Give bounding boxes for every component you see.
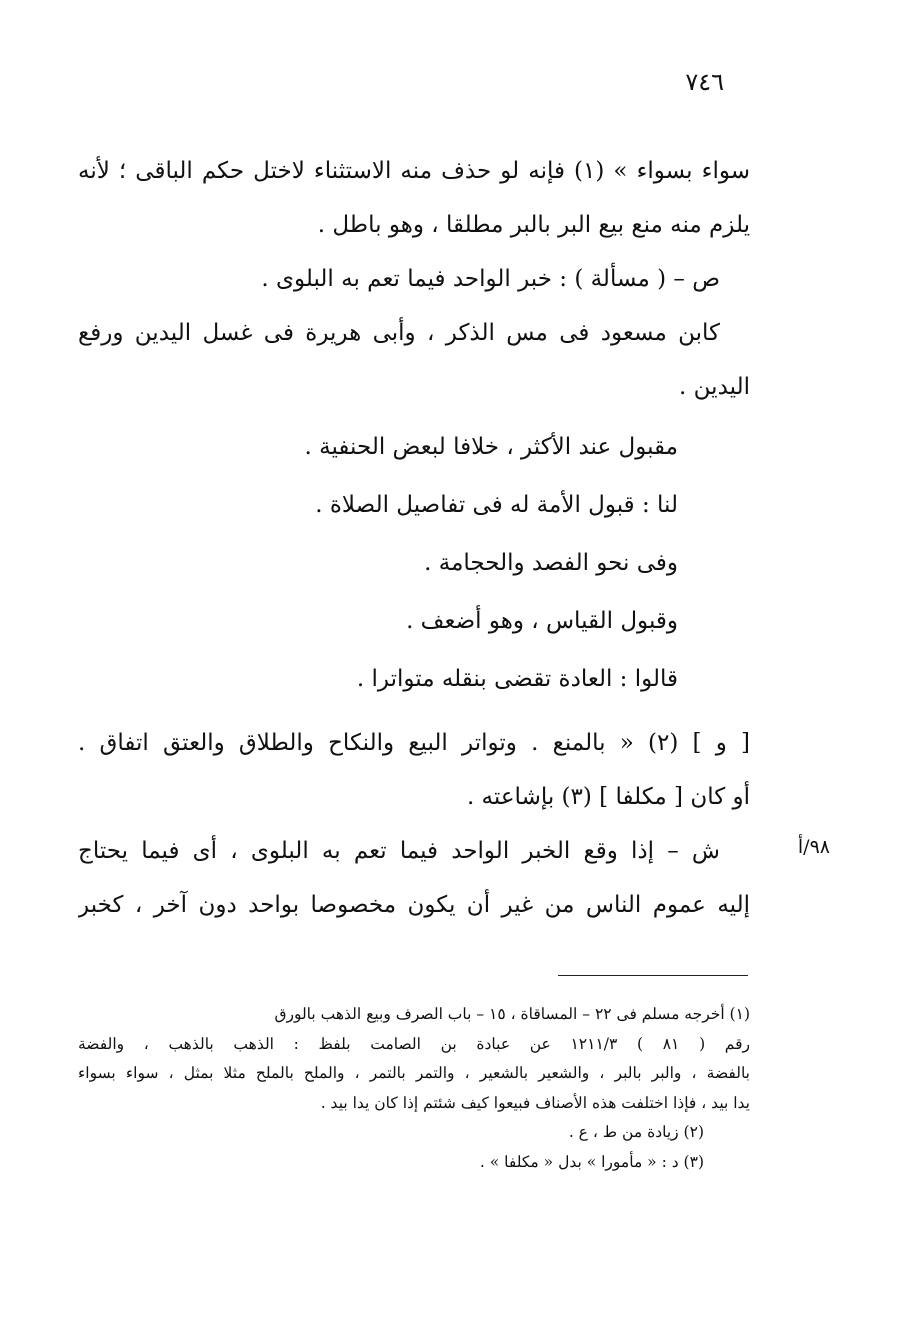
text-line: كابن مسعود فى مس الذكر ، وأبى هريرة فى غسل اليدين ورفع <box>78 320 720 346</box>
text-line: وفى نحو الفصد والحجامة . <box>424 550 678 576</box>
text-line: وقبول القياس ، وهو أضعف . <box>406 608 678 634</box>
page-number: ٧٤٦ <box>685 68 724 96</box>
footnote-line: بالفضة ، والبر بالبر ، والشعير بالشعير ، والتمر بالتمر ، والملح بالملح مثلا بمثل ، سواء بسواء <box>78 1064 750 1082</box>
main-text-bottom <box>78 716 750 932</box>
main-text-middle <box>78 418 750 708</box>
footnote-line: (٢) زيادة من ط ، ع . <box>568 1123 704 1141</box>
text-line: لنا : قبول الأمة له فى تفاصيل الصلاة . <box>315 492 678 518</box>
margin-folio-note: ٩٨/أ <box>797 836 830 858</box>
footnote-divider <box>558 975 748 976</box>
text-line: إليه عموم الناس من غير أن يكون مخصوصا بواحد دون آخر ، كخبر <box>78 892 750 918</box>
footnote-line: رقم ( ٨١ ) ١٢١١/٣ عن عبادة بن الصامت بلفظ : الذهب بالذهب ، والفضة <box>78 1034 750 1053</box>
text-line: سواء بسواء » (١) فإنه لو حذف منه الاستثناء لاختل حكم الباقى ؛ لأنه <box>78 158 750 184</box>
text-line: مقبول عند الأكثر ، خلافا لبعض الحنفية . <box>304 434 678 460</box>
text-line: قالوا : العادة تقضى بنقله متواترا . <box>356 666 678 692</box>
text-line: يلزم منه منع بيع البر بالبر مطلقا ، وهو باطل . <box>317 212 750 238</box>
text-line: اليدين . <box>679 374 750 400</box>
footnote-line: (٣) د : « مأمورا » بدل « مكلفا » . <box>479 1152 704 1171</box>
text-line-commentary: ش – إذا وقع الخبر الواحد فيما تعم به البلوى ، أى فيما يحتاج <box>78 838 720 864</box>
text-line-heading: ص – ( مسألة ) : خبر الواحد فيما تعم به البلوى . <box>261 266 720 292</box>
footnotes <box>78 1000 750 1177</box>
main-text-top <box>78 144 750 414</box>
footnote-line: يدا بيد ، فإذا اختلفت هذه الأصناف فبيعوا كيف شئتم إذا كان يدا بيد . <box>320 1093 750 1112</box>
footnote-line: (١) أخرجه مسلم فى ٢٢ – المساقاة ، ١٥ – باب الصرف وبيع الذهب بالورق <box>274 1005 750 1023</box>
text-line: [ و ] (٢) « بالمنع . وتواتر البيع والنكاح والطلاق والعتق اتفاق . <box>78 730 750 756</box>
text-line: أو كان [ مكلفا ] (٣) بإشاعته . <box>466 784 750 810</box>
